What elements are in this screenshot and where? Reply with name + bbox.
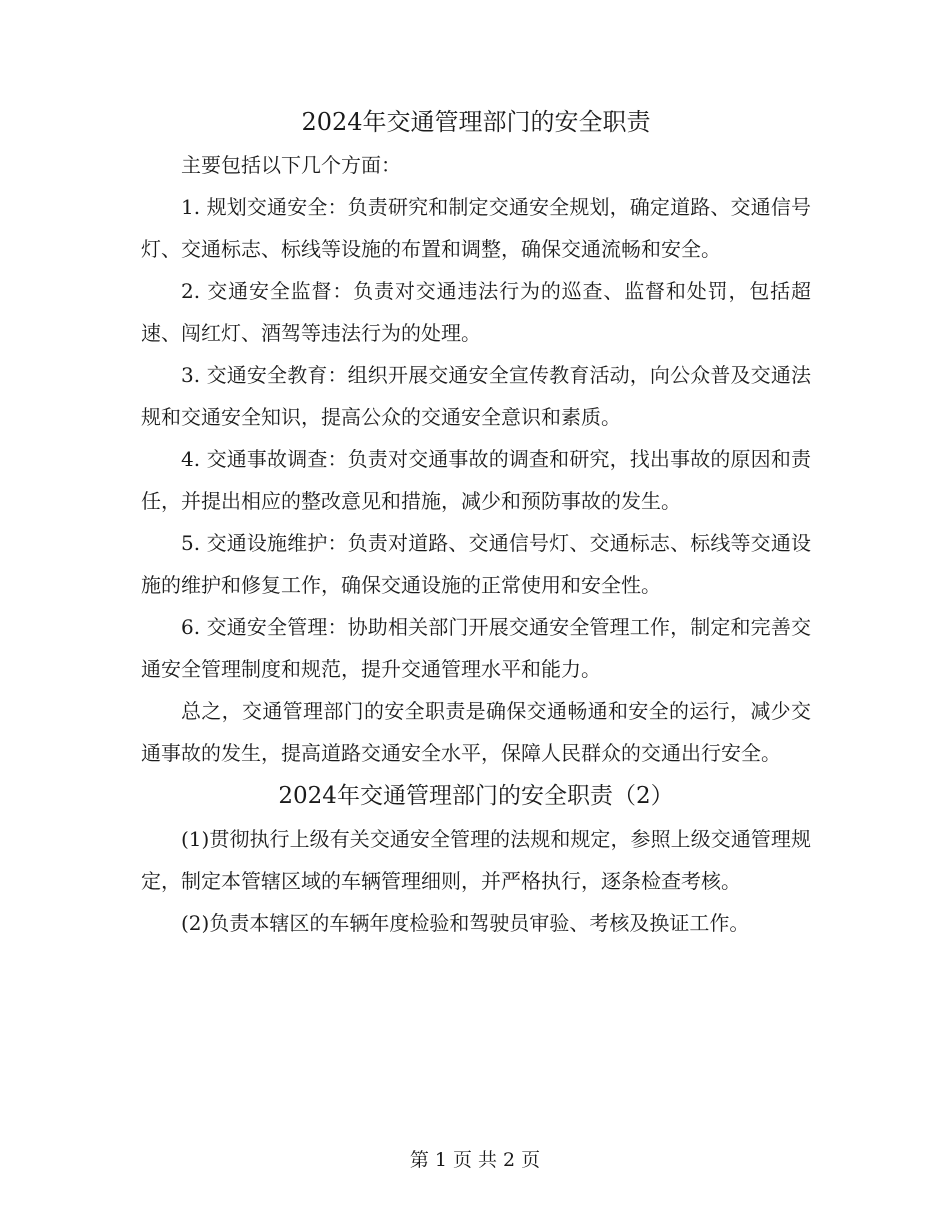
list-item: 5. 交通设施维护：负责对道路、交通信号灯、交通标志、标线等交通设施的维护和修复工作，确保交通设施的正常使用和安全性。 [141,531,811,597]
list-item: (1)贯彻执行上级有关交通安全管理的法规和规定，参照上级交通管理规定，制定本管辖区域的车辆管理细则，并严格执行，逐条检查考核。 [141,827,811,893]
document-title: 2024年交通管理部门的安全职责 [301,108,651,136]
list-item: 1. 规划交通安全：负责研究和制定交通安全规划，确定道路、交通信号灯、交通标志、标线等设施的布置和调整，确保交通流畅和安全。 [141,195,811,261]
list-item: 4. 交通事故调查：负责对交通事故的调查和研究，找出事故的原因和责任，并提出相应的整改意见和措施，减少和预防事故的发生。 [141,447,811,513]
list-item: 6. 交通安全管理：协助相关部门开展交通安全管理工作，制定和完善交通安全管理制度和规范，提升交通管理水平和能力。 [141,615,811,681]
summary-paragraph: 总之，交通管理部门的安全职责是确保交通畅通和安全的运行，减少交通事故的发生，提高道路交通安全水平，保障人民群众的交通出行安全。 [141,699,811,765]
list-item: 3. 交通安全教育：组织开展交通安全宣传教育活动，向公众普及交通法规和交通安全知识，提高公众的交通安全意识和素质。 [141,363,811,429]
page-number-footer: 第 1 页 共 2 页 [409,1149,541,1171]
section-2-title: 2024年交通管理部门的安全职责（2） [278,783,674,809]
list-item: 2. 交通安全监督：负责对交通违法行为的巡查、监督和处罚，包括超速、闯红灯、酒驾等违法行为的处理。 [141,279,811,345]
list-item: (2)负责本辖区的车辆年度检验和驾驶员审验、考核及换证工作。 [181,911,750,935]
intro-paragraph: 主要包括以下几个方面： [181,153,401,177]
document-body [141,100,811,944]
